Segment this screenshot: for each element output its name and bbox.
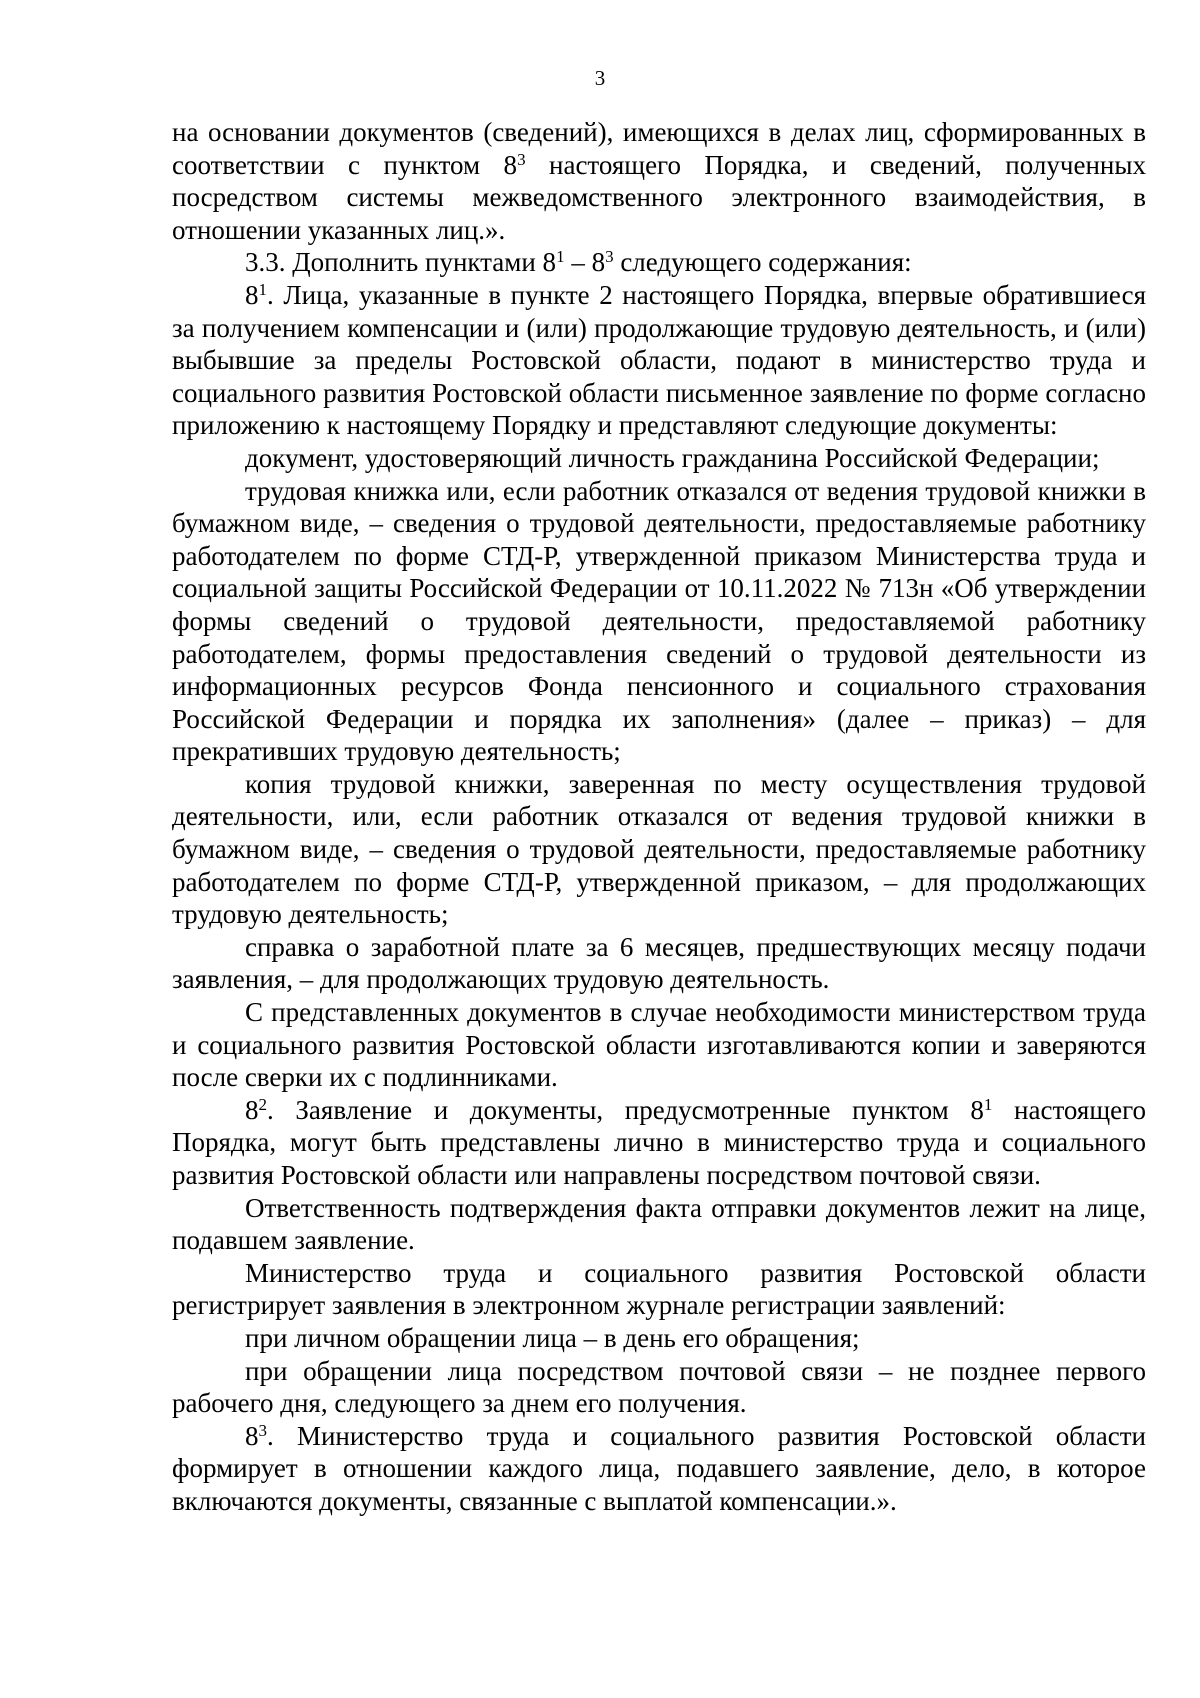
paragraph [172,475,1146,768]
superscript: 3 [605,247,614,267]
document-body [172,116,1146,1518]
paragraph-text: 8 [245,1420,259,1451]
paragraph-text: копия трудовой книжки, заверенная по месту осуществления трудовой деятельности, или, если работник отказался от ведения трудовой книжки в бумажном виде, – сведения о трудовой деятельности, предоставляемые работнику работодателем по форме СТД-Р, утвержденной приказом, – для продолжающих трудовую деятельность; [172,768,1146,930]
superscript: 1 [556,247,565,267]
paragraph-text: настоящего Порядка, могут быть представлены лично в министерство труда и социального развития Ростовской области или направлены посредством почтовой связи. [172,1094,1146,1190]
paragraph-text: Ответственность подтверждения факта отправки документов лежит на лице, подавшем заявление. [172,1192,1146,1256]
paragraph-text: настоящего Порядка, и сведений, полученных посредством системы межведомственного электронного взаимодействия, в отношении указанных лиц.». [172,149,1146,245]
paragraph-text: 8 [245,1094,259,1125]
paragraph-text: справка о заработной плате за 6 месяцев, предшествующих месяцу подачи заявления, – для продолжающих трудовую деятельность. [172,931,1146,995]
paragraph-text: трудовая книжка или, если работник отказался от ведения трудовой книжки в бумажном виде, – сведения о трудовой деятельности, предоставляемые работнику работодателем по форме СТД-Р, утвержденной приказом Министерства труда и социальной защиты Российской Федерации от 10.11.2022 № 713н «Об утверждении формы сведений о трудовой деятельности, предоставляемой работнику работодателем, формы предоставления сведений о трудовой деятельности из информационных ресурсов Фонда пенсионного и социального страхования Российской Федерации и порядка их заполнения» (далее – приказ) – для прекративших трудовую деятельность; [172,475,1146,767]
paragraph-text: на основании документов (сведений), имеющихся в делах лиц, сформированных в соответствии с пунктом 8 [172,117,1146,180]
paragraph-text: Министерство труда и социального развития Ростовской области регистрирует заявления в электронном журнале регистрации заявлений: [172,1257,1146,1321]
paragraph [172,1322,1146,1355]
superscript: 2 [258,1094,267,1114]
paragraph-text: следующего содержания: [613,247,912,278]
paragraph [172,1094,1146,1192]
superscript: 1 [983,1094,993,1114]
paragraph [172,1420,1146,1518]
paragraph-text: документ, удостоверяющий личность гражданина Российской Федерации; [245,442,1100,473]
paragraph-text: 8 [245,279,259,310]
paragraph-text: 3.3. Дополнить пунктами 8 [245,247,557,278]
superscript: 3 [517,149,526,169]
paragraph [172,768,1146,931]
paragraph [172,996,1146,1094]
paragraph-text: . Лица, указанные в пункте 2 настоящего Порядка, впервые обратившиеся за получением компенсации и (или) продолжающие трудовую деятельность, и (или) выбывшие за пределы Ростовской области, подают в министерство труда и социального развития Ростовской области письменное заявление по форме согласно приложению к настоящему Порядку и представляют следующие документы: [172,279,1146,441]
paragraph [172,931,1146,996]
paragraph [172,1192,1146,1257]
paragraph-text: – 8 [564,247,606,278]
paragraph [172,442,1146,475]
paragraph-text: . Заявление и документы, предусмотренные пунктом 8 [267,1094,984,1125]
paragraph-text: при личном обращении лица – в день его обращения; [245,1322,860,1353]
paragraph [172,1355,1146,1420]
paragraph-text: С представленных документов в случае необходимости министерством труда и социального развития Ростовской области изготавливаются копии и заверяются после сверки их с подлинниками. [172,997,1146,1093]
paragraph-text: при обращении лица посредством почтовой связи – не позднее первого рабочего дня, следующего за днем его получения. [172,1355,1146,1419]
paragraph-text: . Министерство труда и социального развития Ростовской области формирует в отношении каждого лица, подавшего заявление, дело, в которое включаются документы, связанные с выплатой компенсации.». [172,1420,1146,1516]
page-number: 3 [594,66,606,90]
superscript: 3 [258,1420,267,1440]
superscript: 1 [258,279,267,299]
paragraph [172,1257,1146,1322]
paragraph [172,116,1146,246]
paragraph [172,246,1146,279]
paragraph [172,279,1146,442]
